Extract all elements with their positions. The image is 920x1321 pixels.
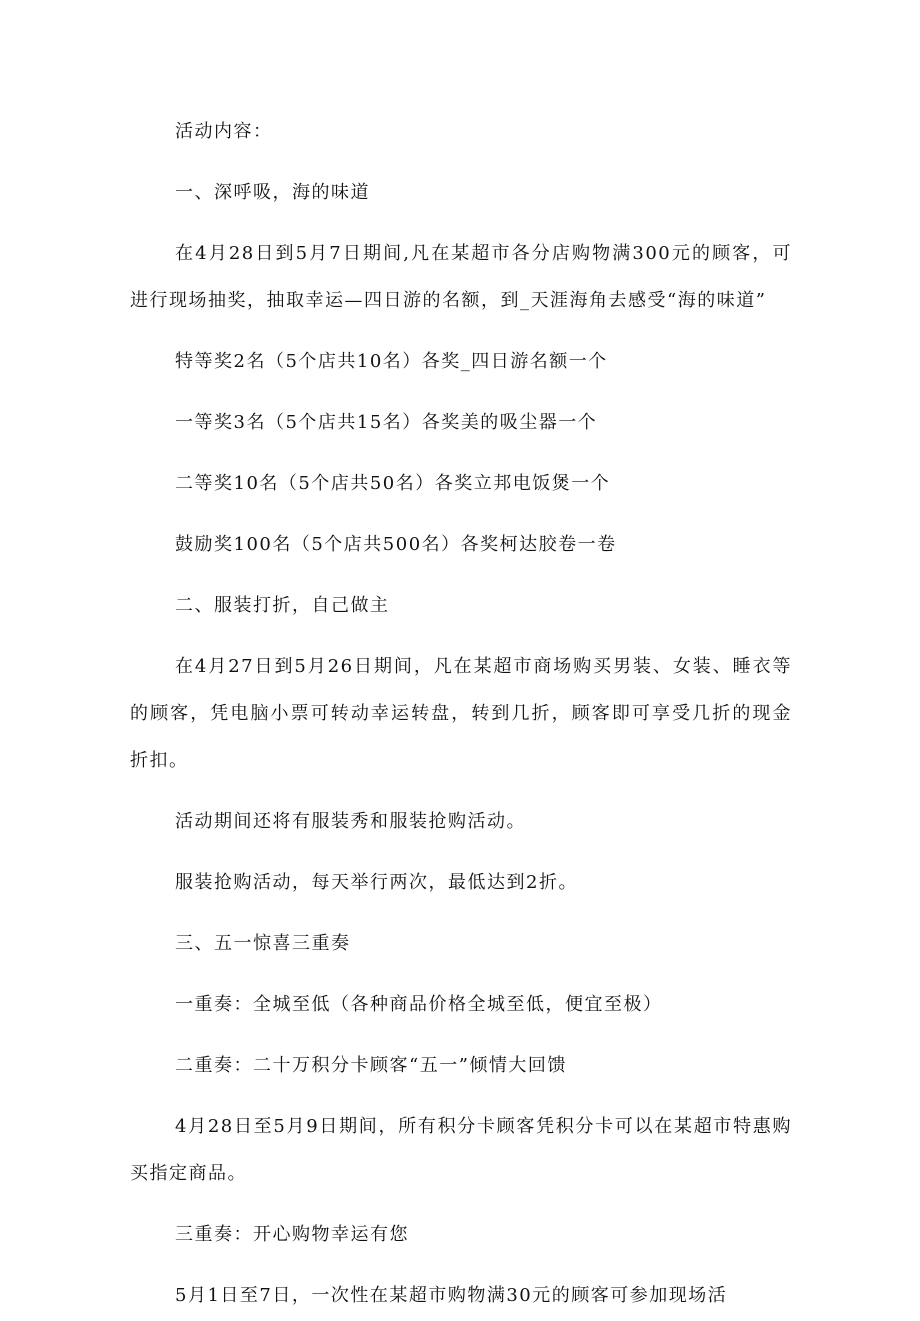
section-heading-3: 三、五一惊喜三重奏 [175,933,351,954]
paragraph-flash-sale: 服装抢购活动，每天举行两次，最低达到2折。 [175,872,578,893]
prize-line-second: 二等奖10名（5个店共50名）各奖立邦电饭煲一个 [175,473,611,494]
section-heading-2: 二、服装打折，自己做主 [175,595,390,616]
paragraph-onsite-activity: 5月1日至7日，一次性在某超市购物满30元的顾客可参加现场活 [175,1285,728,1306]
paragraph-lottery-description: 在4月28日到5月7日期间,凡在某超市各分店购物满300元的顾客，可进行现场抽奖，抽取幸运—四日游的名额，到_天涯海角去感受“海的味道” [130,243,792,311]
trio-part-one: 一重奏：全城至低（各种商品价格全城至低，便宜至极） [175,994,663,1015]
prize-line-encouragement: 鼓励奖100名（5个店共500名）各奖柯达胶卷一卷 [175,534,617,555]
section-heading-activity-content: 活动内容： [175,121,273,142]
prize-line-special: 特等奖2名（5个店共10名）各奖_四日游名额一个 [175,351,608,372]
document-body [130,108,792,1321]
trio-part-three: 三重奏：开心购物幸运有您 [175,1224,409,1245]
section-heading-1: 一、深呼吸，海的味道 [175,182,370,203]
paragraph-fashion-show: 活动期间还将有服装秀和服装抢购活动。 [175,811,526,832]
trio-part-two: 二重奏：二十万积分卡顾客“五一”倾情大回馈 [175,1055,567,1076]
prize-line-first: 一等奖3名（5个店共15名）各奖美的吸尘器一个 [175,412,598,433]
paragraph-points-card: 4月28日至5月9日期间，所有积分卡顾客凭积分卡可以在某超市特惠购买指定商品。 [130,1116,792,1184]
paragraph-clothing-discount: 在4月27日到5月26日期间，凡在某超市商场购买男装、女装、睡衣等的顾客，凭电脑小票可转动幸运转盘，转到几折，顾客即可享受几折的现金折扣。 [130,656,792,771]
